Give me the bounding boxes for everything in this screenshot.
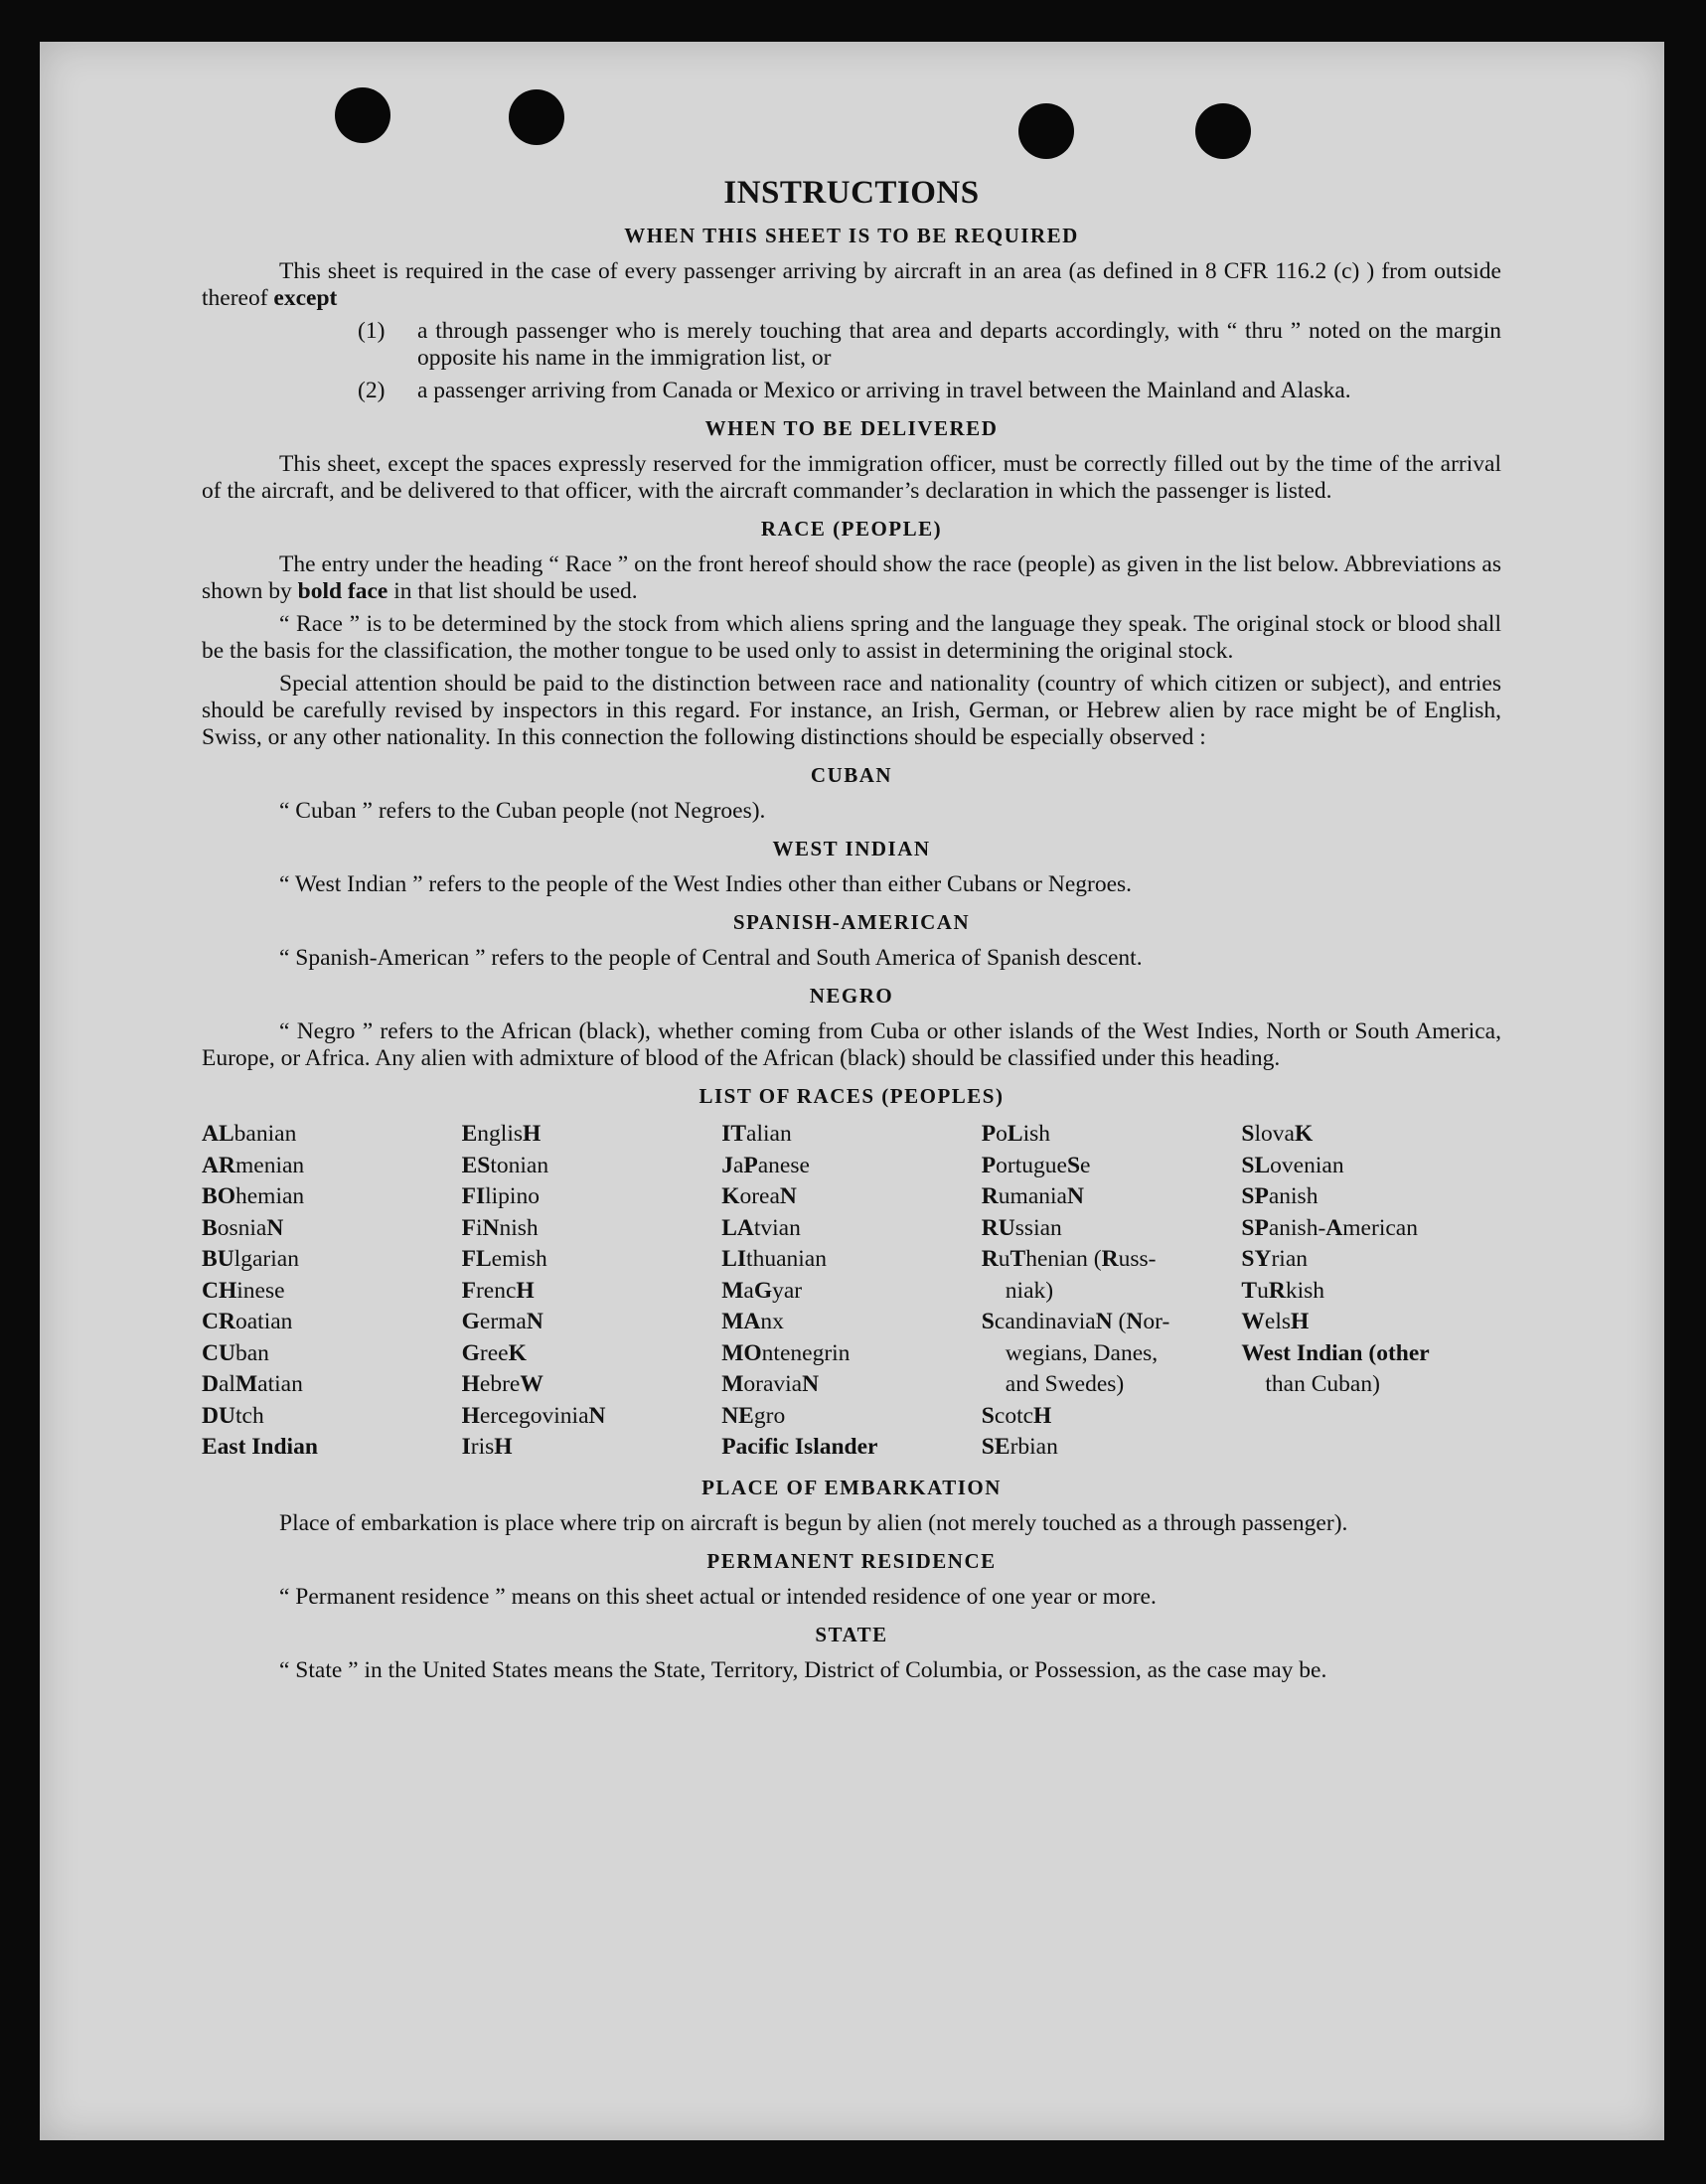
- race-entry: LAtvian: [721, 1214, 801, 1241]
- exception-item: (1) a through passenger who is merely touching that area and departs accordingly, with “ thru ” noted on the margin opposite his name in the immigration list, or: [358, 318, 1501, 371]
- section-heading-required: WHEN THIS SHEET IS TO BE REQUIRED: [624, 224, 1079, 247]
- race-entry: ALbanian: [202, 1121, 297, 1147]
- race-entry: DalMatian: [202, 1371, 303, 1397]
- section-heading-spanish-american: SPANISH-AMERICAN: [732, 910, 971, 934]
- race-entry: ARmenian: [202, 1152, 305, 1178]
- race-entry: SPanish-American: [1241, 1214, 1418, 1241]
- race-paragraph: The entry under the heading “ Race ” on the front hereof should show the race (people) as given in the list below. Abbreviations as shown by bold face in that list should be used.: [202, 551, 1501, 604]
- document-body: [202, 175, 1501, 1684]
- section-heading-races-list: LIST OF RACES (PEOPLES): [698, 1084, 1005, 1108]
- race-entry: GermaN: [461, 1309, 543, 1334]
- race-entry: CUban: [202, 1339, 269, 1366]
- races-column: [202, 1119, 462, 1464]
- negro-paragraph: “ Negro ” refers to the African (black), whether coming from Cuba or other islands of the West Indies, North or South America, Europe, or Africa. Any alien with admixture of blood of the African (black) should be classified under this heading.: [202, 1018, 1501, 1071]
- punch-hole: [509, 89, 564, 145]
- spanish-american-paragraph: “ Spanish-American ” refers to the people of Central and South America of Spanish descent.: [279, 945, 1143, 971]
- race-entry: FLemish: [461, 1246, 547, 1272]
- races-column: [982, 1119, 1242, 1464]
- west-indian-paragraph: “ West Indian ” refers to the people of the West Indies other than either Cubans or Negroes.: [279, 871, 1133, 897]
- race-entry: FrencH: [461, 1277, 535, 1304]
- race-entry: EStonian: [461, 1152, 549, 1178]
- race-entry: DUtch: [202, 1402, 264, 1429]
- punch-hole: [1018, 103, 1074, 159]
- race-entry: West Indian (other: [1241, 1339, 1430, 1366]
- exception-item: (2) a passenger arriving from Canada or Mexico or arriving in travel between the Mainland and Alaska.: [358, 378, 1351, 403]
- race-entry: than Cuban): [1265, 1371, 1380, 1397]
- race-entry: SLovenian: [1241, 1152, 1344, 1178]
- section-heading-cuban: CUBAN: [810, 763, 893, 787]
- race-entry: MoraviaN: [721, 1371, 820, 1397]
- section-heading-residence: PERMANENT RESIDENCE: [706, 1548, 997, 1573]
- race-entry: HercegoviniaN: [461, 1402, 606, 1429]
- race-entry: BOhemian: [202, 1183, 305, 1209]
- races-list: [202, 1119, 1501, 1464]
- race-entry: ScotcH: [981, 1402, 1052, 1429]
- races-column: [1241, 1119, 1501, 1464]
- race-entry: WelsH: [1241, 1309, 1310, 1334]
- required-paragraph: This sheet is required in the case of every passenger arriving by aircraft in an area (as defined in 8 CFR 116.2 (c) ) from outside thereof except: [202, 258, 1501, 311]
- page-title: INSTRUCTIONS: [723, 175, 980, 211]
- section-heading-negro: NEGRO: [809, 984, 894, 1008]
- punch-hole: [1195, 103, 1251, 159]
- race-entry: NEgro: [721, 1402, 786, 1429]
- race-entry: PortugueSe: [981, 1152, 1091, 1178]
- section-heading-race: RACE (PEOPLE): [760, 517, 943, 541]
- race-entry: TuRkish: [1241, 1277, 1324, 1304]
- race-entry: IrisH: [461, 1434, 513, 1460]
- race-entry: niak): [1005, 1277, 1054, 1304]
- race-entry: RumaniaN: [981, 1183, 1084, 1209]
- race-entry: KoreaN: [721, 1183, 797, 1209]
- race-entry: BUlgarian: [202, 1246, 299, 1272]
- section-heading-delivered: WHEN TO BE DELIVERED: [704, 416, 999, 440]
- race-entry: GreeK: [461, 1339, 527, 1366]
- race-entry: East Indian: [202, 1434, 318, 1460]
- delivered-paragraph: This sheet, except the spaces expressly reserved for the immigration officer, must be correctly filled out by the time of the arrival of the aircraft, and be delivered to that officer, with the aircraft commander’s declaration in which the passenger is listed.: [202, 451, 1501, 504]
- race-entry: ScandinaviaN (Nor-: [981, 1309, 1170, 1334]
- race-entry: LIthuanian: [721, 1246, 827, 1272]
- section-heading-state: STATE: [815, 1622, 888, 1646]
- residence-paragraph: “ Permanent residence ” means on this sheet actual or intended residence of one year or more.: [279, 1583, 1157, 1610]
- race-entry: RUssian: [981, 1214, 1062, 1241]
- section-heading-west-indian: WEST INDIAN: [772, 837, 931, 860]
- race-entry: Pacific Islander: [721, 1434, 878, 1460]
- race-entry: MAnx: [721, 1309, 784, 1334]
- race-entry: HebreW: [461, 1371, 543, 1397]
- race-entry: PoLish: [981, 1121, 1051, 1147]
- race-entry: RuThenian (Russ-: [981, 1246, 1157, 1272]
- race-entry: JaPanese: [721, 1152, 810, 1178]
- race-entry: wegians, Danes,: [1005, 1339, 1159, 1366]
- embarkation-paragraph: Place of embarkation is place where trip on aircraft is begun by alien (not merely touched as a through passenger).: [279, 1509, 1348, 1536]
- races-column: [721, 1119, 982, 1464]
- races-column: [462, 1119, 722, 1464]
- race-entry: CHinese: [202, 1277, 285, 1304]
- state-paragraph: “ State ” in the United States means the State, Territory, District of Columbia, or Possession, as the case may be.: [279, 1656, 1327, 1683]
- cuban-paragraph: “ Cuban ” refers to the Cuban people (not Negroes).: [279, 798, 766, 824]
- race-entry: SlovaK: [1241, 1121, 1314, 1147]
- race-entry: and Swedes): [1005, 1371, 1125, 1397]
- race-paragraph: Special attention should be paid to the distinction between race and nationality (country of which citizen or subject), and entries should be carefully revised by inspectors in this regard. For instance, an Irish, German, or Hebrew alien by race might be of English, Swiss, or any other nationality. In this connection the following distinctions should be especially observed :: [202, 671, 1501, 750]
- race-entry: SPanish: [1241, 1183, 1318, 1209]
- race-entry: EnglisH: [461, 1121, 542, 1147]
- race-entry: MaGyar: [721, 1277, 803, 1304]
- race-entry: ITalian: [721, 1121, 792, 1147]
- race-entry: BosniaN: [202, 1214, 284, 1241]
- race-entry: FiNnish: [461, 1214, 539, 1241]
- race-entry: FIlipino: [461, 1183, 540, 1209]
- race-paragraph: “ Race ” is to be determined by the stock from which aliens spring and the language they speak. The original stock or blood shall be the basis for the classification, the mother tongue to be used only to assist in determining the original stock.: [202, 611, 1501, 664]
- race-entry: SYrian: [1241, 1246, 1308, 1272]
- race-entry: CRoatian: [202, 1309, 293, 1334]
- section-heading-embarkation: PLACE OF EMBARKATION: [701, 1475, 1002, 1499]
- race-entry: SErbian: [981, 1434, 1058, 1460]
- race-entry: MOntenegrin: [721, 1339, 851, 1366]
- punch-hole: [335, 87, 390, 143]
